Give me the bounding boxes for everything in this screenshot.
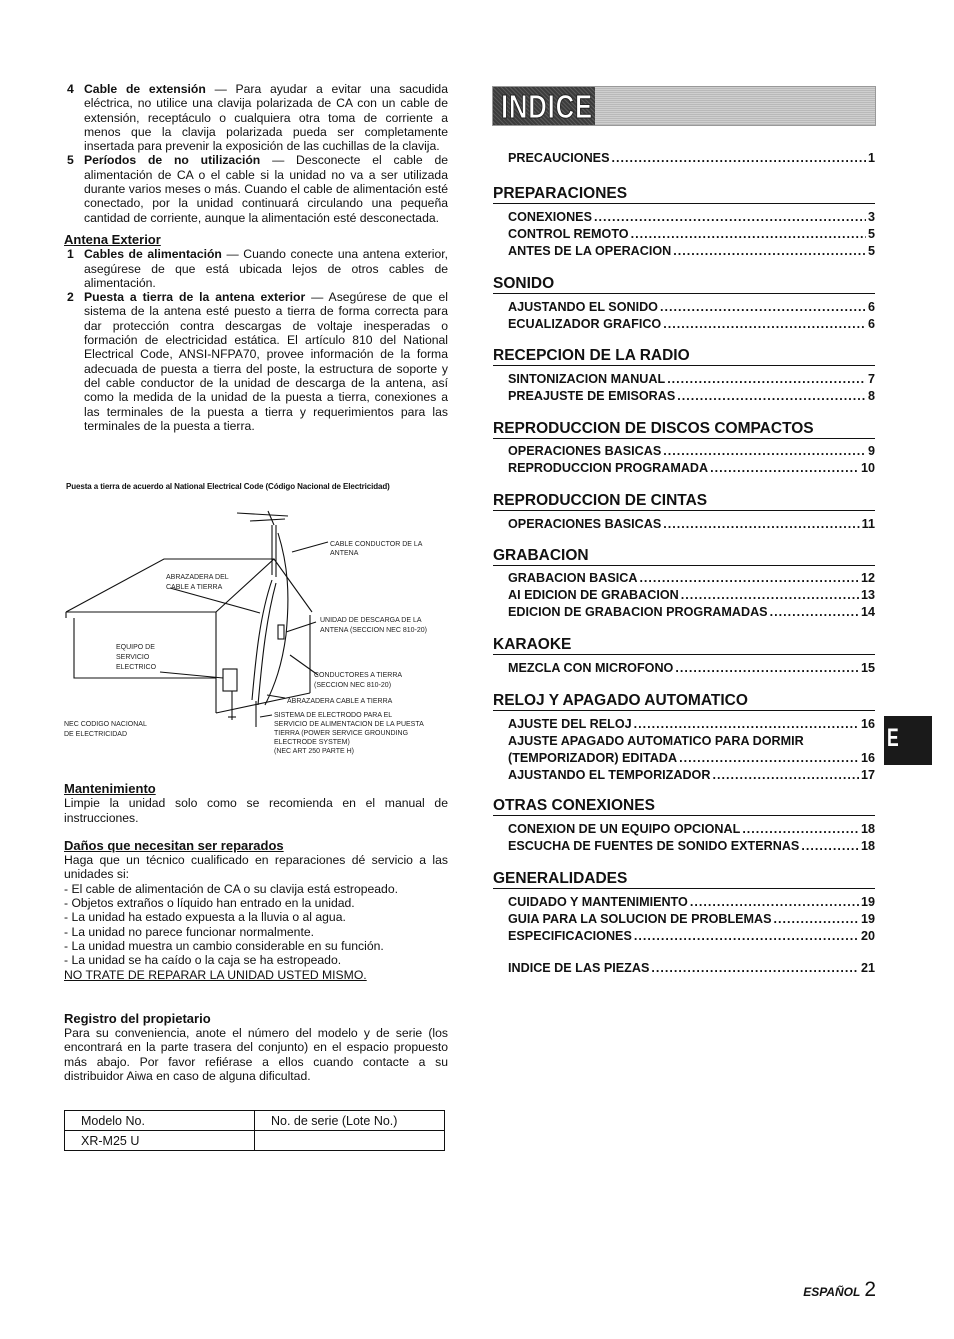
toc-leader-dots [673,244,866,259]
toc-entry [508,372,875,387]
toc-section-heading: REPRODUCCION DE CINTAS [493,492,875,511]
toc-entry-label: CUIDADO Y MANTENIMIENTO [508,895,688,909]
toc-leader-dots [611,151,866,166]
toc-entry-page: 13 [860,588,875,602]
toc-entry-page: 14 [860,605,875,619]
toc-leader-dots [710,461,859,476]
item-number: 5 [67,153,74,168]
item-title: Períodos de no utilización [84,153,261,168]
label-cable-antena: CABLE CONDUCTOR DE LA [330,541,423,548]
toc-entry [508,895,875,910]
danos-heading: Daños que necesitan ser reparados [64,837,284,853]
toc-entry-page: 9 [867,444,875,458]
toc-entry-page: 3 [867,210,875,224]
label-unidad-descarga-2: ANTENA (SECCION NEC 810-20) [320,627,427,634]
toc-entry-page: 1 [867,151,875,165]
list-item: - La unidad ha estado expuesta a la lluvia o al agua. [64,910,346,925]
toc-entry-page: 16 [860,717,875,731]
toc-entry [508,461,875,476]
toc-entry-label: INDICE DE LAS PIEZAS [508,961,650,975]
toc-entry-page: 18 [860,839,875,853]
list-item: - El cable de alimentación de CA o su clavija está estropeado. [64,881,398,896]
toc-leader-dots [634,929,859,944]
label-conductores-2: (SECCION NEC 810-20) [314,682,392,689]
toc-entry-label: PREAJUSTE DE EMISORAS [508,389,676,403]
toc-entry-label: AJUSTANDO EL SONIDO [508,300,658,314]
list-item: - La unidad no parece funcionar normalmente. [64,924,314,939]
toc-entry-label: OPERACIONES BASICAS [508,517,662,531]
toc-entry-label: EDICION DE GRABACION PROGRAMADAS [508,605,768,619]
toc-entry [508,734,875,749]
item-text: — Desconecte el cable de alimentación de CA o el cable si la unidad no va a ser utilizada durante varios meses o más. Cuando el cable de alimentación esté conectado, por la unidad continuará circulando una pequeña cantidad de corriente, aunque la alimentación esté desconectada. [84,153,449,225]
toc-leader-dots [634,717,859,732]
label-nec-2: DE ELECTRICIDAD [64,731,128,738]
toc-entry-page: 11 [861,517,875,531]
label-sistema-4: ELECTRODE SYSTEM) [274,739,350,746]
toc-entry [508,717,875,732]
list-item: - La unidad muestra un cambio considerable en su función. [64,938,384,953]
label-equipo-3: ELECTRICO [116,664,157,671]
toc-entry-page: 5 [867,227,875,241]
table-cell-serie [255,1131,445,1151]
toc-entry-label: SINTONIZACION MANUAL [508,372,666,386]
toc-entry [508,517,875,532]
toc-entry-page: 6 [867,317,875,331]
label-equipo: EQUIPO DE [116,644,155,651]
toc-entry-label: AJUSTANDO EL TEMPORIZADOR [508,768,711,782]
page-number: 2 [864,1278,876,1301]
toc-entry-page: 12 [860,571,875,585]
toc-leader-dots [690,895,859,910]
label-sistema-2: SERVICIO DE ALIMENTACION DE LA PUESTA [274,721,424,728]
toc-section-heading: GRABACION [493,547,875,566]
table-header-modelo: Modelo No. [65,1111,255,1131]
language-tab-letter: E [887,724,899,752]
item-title: Cable de extensión [84,82,206,96]
toc-entry-label: GRABACION BASICA [508,571,638,585]
registro-text: Para su conveniencia, anote el número del modelo y de serie (los encontrará en la parte trasera del conjunto) en el espacio propuesto más abajo. Por favor refiérase a ellos cuando contacte a su distribuidor Aiwa en caso de alguna dificultad. [64,1026,448,1084]
toc-leader-dots [774,912,859,927]
toc-section-heading: REPRODUCCION DE DISCOS COMPACTOS [493,420,875,439]
label-sistema: SISTEMA DE ELECTRODO PARA EL [274,712,393,719]
toc-entry-label: CONEXION DE UN EQUIPO OPCIONAL [508,822,741,836]
item-text: — Asegúrese de que el sistema de la antena esté puesto a tierra de forma correcta para dar protección contra descargas de voltaje inesperadas o formación de electricidad estática. El artículo 810 del National Electrical Code, ANSI-NFPA70, provee información de la forma adecuada de puesta a tierra del poste, la estructura de soporte y del cable conductor de la unidad de descarga de la antena, así como la medida de la unidad de la puesta a tierra, conexiones a las terminales de la puesta a tierra y requerimientos para las terminales de la puesta a tierra. [84,290,448,433]
toc-entry-label: CONTROL REMOTO [508,227,629,241]
table-header-serie: No. de serie (Lote No.) [255,1111,445,1131]
registro-table [64,1110,445,1151]
toc-section-heading: KARAOKE [493,636,875,655]
toc-leader-dots [679,751,859,766]
index-title: INDICE [501,88,593,125]
toc-leader-dots [712,768,859,783]
toc-entry-page: 6 [867,300,875,314]
toc-entry [508,751,875,766]
item-title: Cables de alimentación [84,247,222,262]
toc-entry [508,444,875,459]
toc-leader-dots [663,317,866,332]
toc-entry [508,389,875,404]
label-abrazadera: ABRAZADERA DEL [166,574,229,581]
toc-entry-page: 5 [867,244,875,258]
mant-heading: Mantenimiento [64,781,156,796]
toc-entry-label: MEZCLA CON MICROFONO [508,661,674,675]
antena-item-2 [64,290,448,433]
toc-leader-dots [660,300,866,315]
mant-text: Limpie la unidad solo como se recomienda en el manual de instrucciones. [64,796,448,825]
toc-entry [508,839,875,854]
toc-entry-label: CONEXIONES [508,210,592,224]
toc-entry [508,961,875,976]
toc-entry [508,912,875,927]
toc-entry [508,151,875,166]
toc-entry-label: AJUSTE DEL RELOJ [508,717,632,731]
item-number: 1 [67,247,74,262]
toc-section-heading: RECEPCION DE LA RADIO [493,347,875,366]
toc-entry-page: 19 [860,895,875,909]
toc-entry [508,317,875,332]
safety-item-4 [64,82,448,153]
toc-entry-label: AI EDICION DE GRABACION [508,588,679,602]
toc-entry [508,227,875,242]
toc-leader-dots [681,588,859,603]
toc-section-heading: PREPARACIONES [493,185,875,204]
danos-list [64,882,448,968]
toc-leader-dots [651,961,859,976]
diagram-caption: Puesta a tierra de acuerdo al National Electrical Code (Código Nacional de Electricidad) [66,482,390,491]
toc-entry-page: 7 [867,372,875,386]
toc-entry [508,244,875,259]
grounding-diagram [60,505,450,760]
toc-entry-label: ESPECIFICACIONES [508,929,632,943]
table-cell-modelo: XR-M25 U [65,1131,255,1151]
item-number: 4 [67,82,74,96]
maintenance-section [64,782,448,1083]
toc-entry-label: AJUSTE APAGADO AUTOMATICO PARA DORMIR [508,734,804,748]
list-item: - La unidad se ha caído o la caja se ha estropeado. [64,953,342,968]
toc-entry-page: 8 [867,389,875,403]
label-abrazadera-tierra: ABRAZADERA CABLE A TIERRA [287,698,393,705]
toc-entry [508,605,875,620]
item-title: Puesta a tierra de la antena exterior [84,290,306,305]
toc-leader-dots [677,389,866,404]
toc-entry-label: GUIA PARA LA SOLUCION DE PROBLEMAS [508,912,772,926]
left-column [64,82,448,433]
label-sistema-3: TIERRA (POWER SERVICE GROUNDING [274,730,409,737]
safety-item-5 [64,153,448,224]
language-tab [884,716,932,765]
toc-leader-dots [663,444,866,459]
toc-entry [508,822,875,837]
danos-intro: Haga que un técnico cualificado en reparaciones dé servicio a las unidades si: [64,853,448,882]
toc-leader-dots [770,605,859,620]
toc-entry [508,588,875,603]
antena-heading: Antena Exterior [64,231,161,247]
toc-section-heading: SONIDO [493,275,875,294]
toc-leader-dots [801,839,859,854]
label-abrazadera-2: CABLE A TIERRA [166,584,223,591]
toc-entry [508,929,875,944]
toc-entry [508,768,875,783]
toc-section-heading: OTRAS CONEXIONES [493,797,875,816]
toc-leader-dots [667,372,866,387]
toc-entry-label: REPRODUCCION PROGRAMADA [508,461,709,475]
toc-entry-page: 20 [860,929,875,943]
toc-leader-dots [639,571,859,586]
toc-entry-page: 10 [860,461,875,475]
toc-entry [508,210,875,225]
label-unidad-descarga: UNIDAD DE DESCARGA DE LA [320,617,422,624]
toc-entry-page: 19 [860,912,875,926]
danos-warning: NO TRATE DE REPARAR LA UNIDAD USTED MISMO. [64,967,367,982]
toc-leader-dots [594,210,866,225]
registro-heading: Registro del propietario [64,1010,211,1026]
list-item: - Objetos extraños o líquido han entrado en la unidad. [64,896,355,911]
toc-entry-label: ESCUCHA DE FUENTES DE SONIDO EXTERNAS [508,839,800,853]
toc-leader-dots [631,227,866,242]
item-text: — Para ayudar a evitar una sacudida eléctrica, no utilice una clavija polarizada de CA con un cable de extensión, receptáculo o cualquiera otra toma de corriente a menos que la clavija polarizada pueda ser completamente insertada para prevenir la exposición de las cuchillas de la clavija. [84,82,448,154]
toc-entry-label: OPERACIONES BASICAS [508,444,662,458]
toc-entry [508,300,875,315]
toc-leader-dots [675,661,859,676]
toc-entry-page: 16 [860,751,875,765]
index-banner [492,86,876,126]
page-footer [803,1278,876,1302]
toc-entry-page: 17 [860,768,875,782]
label-conductores: CONDUCTORES A TIERRA [314,672,403,679]
toc-entry-label: ECUALIZADOR GRAFICO [508,317,662,331]
toc-entry-page: 15 [860,661,875,675]
toc-entry-label: (TEMPORIZADOR) EDITADA [508,751,678,765]
toc-entry-label: ANTES DE LA OPERACION [508,244,672,258]
toc-section-heading: RELOJ Y APAGADO AUTOMATICO [493,692,875,711]
label-cable-antena-2: ANTENA [330,550,359,557]
toc-entry-label: PRECAUCIONES [508,151,610,165]
toc-leader-dots [742,822,859,837]
label-sistema-5: (NEC ART 250 PARTE H) [274,748,355,755]
footer-language: ESPAÑOL [803,1285,861,1299]
item-number: 2 [67,290,74,305]
toc-leader-dots [663,517,859,532]
toc-entry [508,661,875,676]
item-text: — Cuando conecte una antena exterior, asegúrese de que está ubicada lejos de otros cables de alimentación. [84,247,448,290]
label-nec: NEC CODIGO NACIONAL [64,721,147,728]
toc-entry [508,571,875,586]
antena-item-1 [64,247,448,290]
toc-entry-page: 21 [860,961,875,975]
label-equipo-2: SERVICIO [116,654,150,661]
toc-entry-page: 18 [860,822,875,836]
toc-section-heading: GENERALIDADES [493,870,875,889]
